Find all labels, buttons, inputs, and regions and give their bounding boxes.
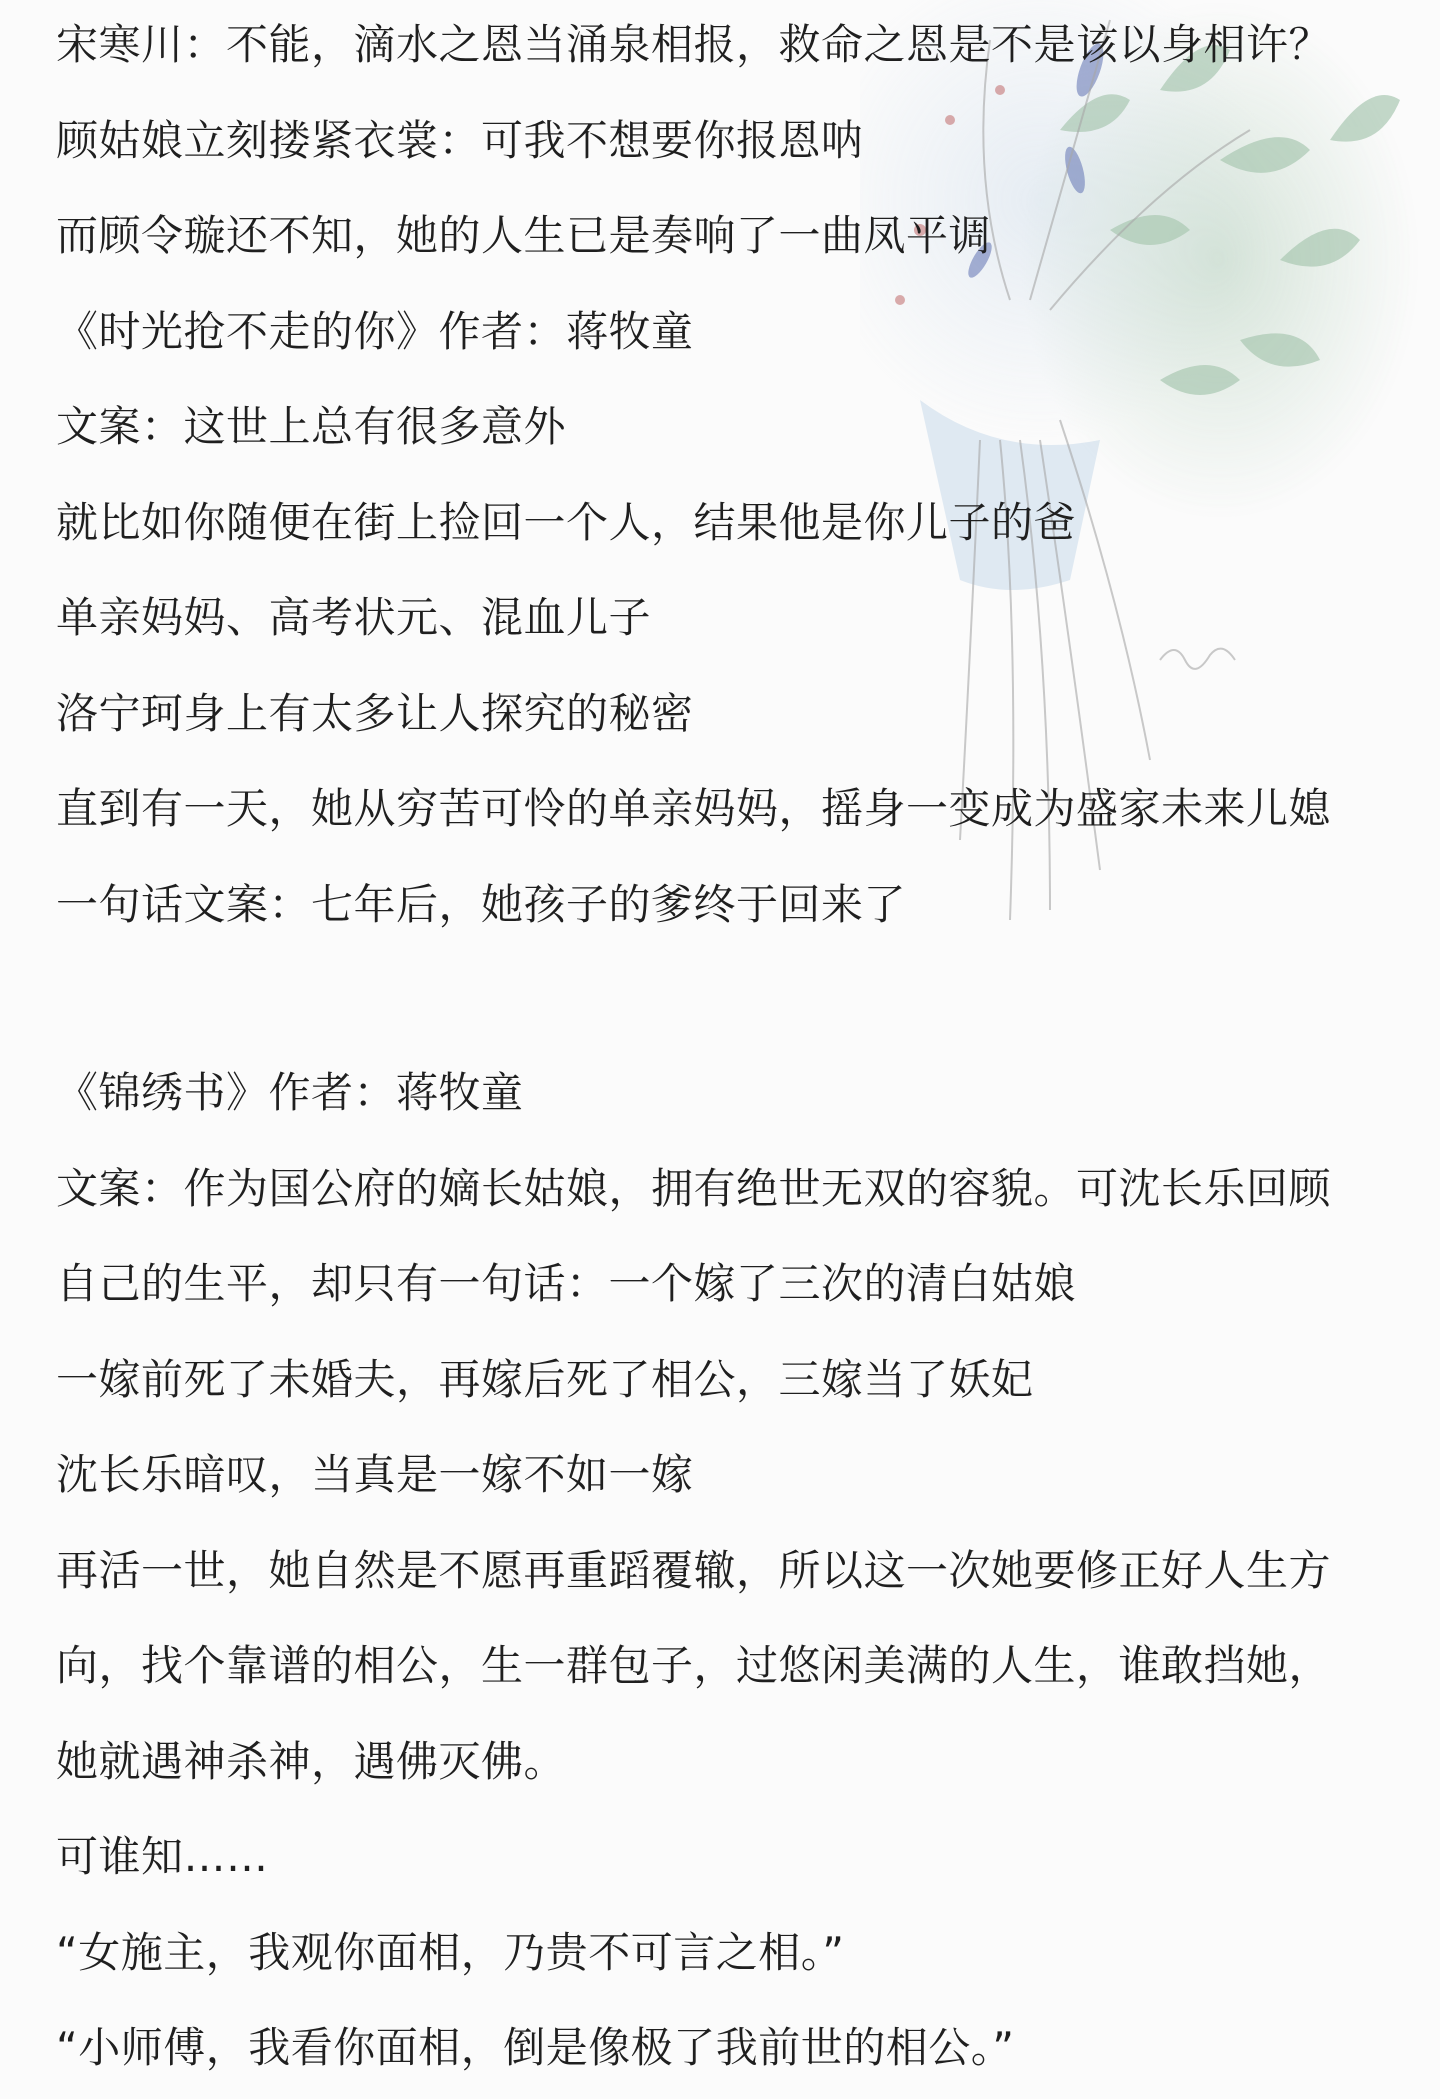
novel-excerpt-section xyxy=(56,0,1331,952)
text-line: 就比如你随便在街上捡回一个人，结果他是你儿子的爸 xyxy=(56,497,1077,547)
text-line: 而顾令璇还不知，她的人生已是奏响了一曲凤平调 xyxy=(56,211,992,260)
text-line: 再活一世，她自然是不愿再重蹈覆辙，所以这一次她要修正好人生方 xyxy=(56,1545,1332,1595)
text-line: 宋寒川：不能，滴水之恩当涌泉相报，救命之恩是不是该以身相许？ xyxy=(56,20,1332,69)
text-line: 沈长乐暗叹，当真是一嫁不如一嫁 xyxy=(56,1450,694,1499)
text-line: “女施主，我观你面相，乃贵不可言之相。” xyxy=(56,1927,845,1977)
text-line: 文案：作为国公府的嫡长姑娘，拥有绝世无双的容貌。可沈长乐回顾 xyxy=(56,1163,1332,1213)
text-line: 单亲妈妈、高考状元、混血儿子 xyxy=(56,593,652,642)
novel-excerpt-section xyxy=(56,1045,1331,2096)
text-line: 顾姑娘立刻搂紧衣裳：可我不想要你报恩呐 xyxy=(56,115,864,165)
text-line: 向，找个靠谱的相公，生一群包子，过悠闲美满的人生，谁敢挡她， xyxy=(56,1641,1332,1690)
text-line: 她就遇神杀神，遇佛灭佛。 xyxy=(56,1736,567,1786)
text-line: 自己的生平，却只有一句话：一个嫁了三次的清白姑娘 xyxy=(56,1259,1077,1308)
text-line: 一嫁前死了未婚夫，再嫁后死了相公，三嫁当了妖妃 xyxy=(56,1354,1034,1404)
text-line: 洛宁珂身上有太多让人探究的秘密 xyxy=(56,688,694,738)
text-line: 可谁知…… xyxy=(56,1832,269,1881)
text-line: “小师傅，我看你面相，倒是像极了我前世的相公。” xyxy=(56,2023,1015,2072)
book-title-line: 《锦绣书》作者：蒋牧童 xyxy=(56,1068,524,1117)
book-title-line: 《时光抢不走的你》作者：蒋牧童 xyxy=(56,306,694,356)
text-line: 直到有一天，她从穷苦可怜的单亲妈妈，摇身一变成为盛家未来儿媳 xyxy=(56,784,1332,833)
text-line: 一句话文案：七年后，她孩子的爹终于回来了 xyxy=(56,879,907,929)
text-line: 文案：这世上总有很多意外 xyxy=(56,402,567,451)
